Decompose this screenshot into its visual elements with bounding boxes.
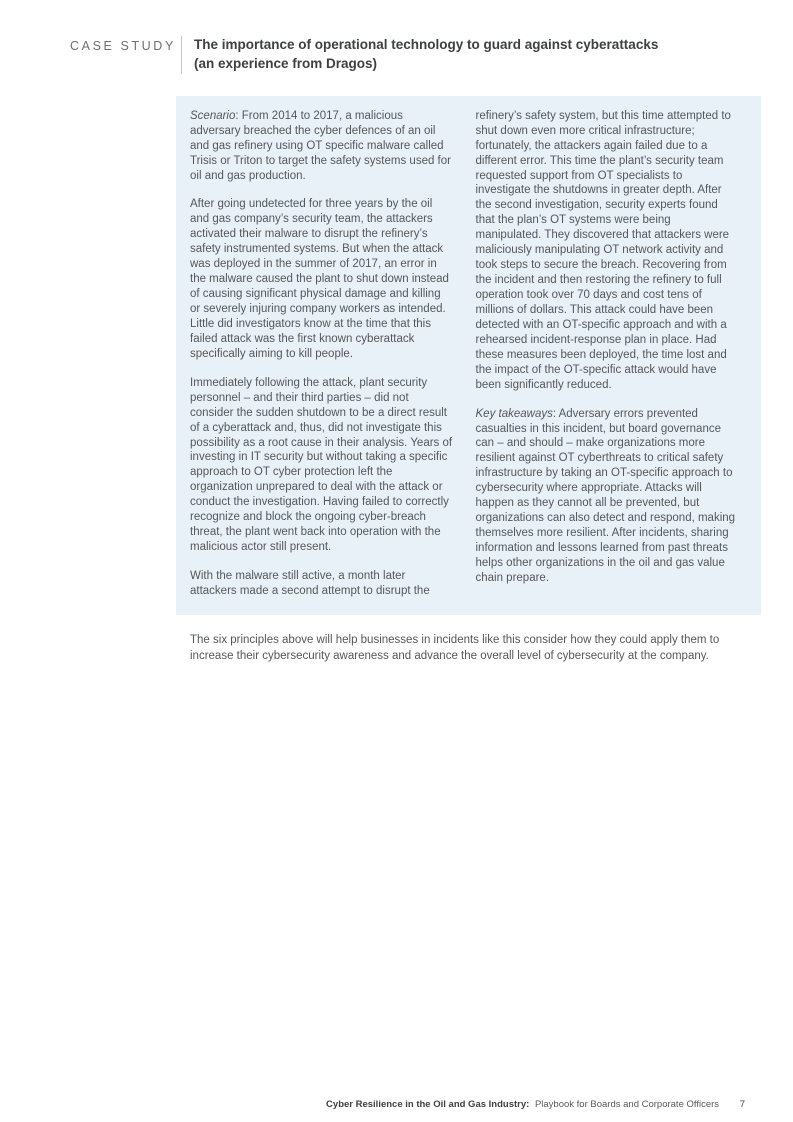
key-takeaways-lead: Key takeaways — [475, 407, 553, 420]
case-study-left-column — [190, 109, 454, 599]
case-study-label: CASE STUDY — [70, 39, 176, 53]
case-study-header — [70, 36, 745, 74]
body-paragraph: Immediately following the attack, plant security personnel – and their third parties – did not consider the sudden shutdown to be a direct result of a cyberattack and, thus, did not investigate this possibility as a root cause in their analysis. Years of investing in IT security but without taking a specific approach to OT cyber protection left the organization unprepared to deal with the attack or conduct the investigation. Having failed to correctly recognize and block the ongoing cyber-breach threat, the plant went back into operation with the malicious actor still present. — [190, 376, 453, 554]
case-study-title-line2: (an experience from Dragos) — [194, 55, 378, 71]
key-takeaways-text: : Adversary errors prevented casualties in this incident, but board governance can – and should – make organizations more resilient against OT cyberthreats to critical safety infrastructure by taking an OT-specific approach to cybersecurity where appropriate. Attacks will happen as they cannot all be prevented, but organizations can also detect and respond, making themselves more resilient. After incidents, sharing information and lessons learned from past threats helps other organizations in the oil and gas value chain prepare. — [475, 407, 736, 584]
closing-paragraph: The six principles above will help businesses in incidents like this consider how they could apply them to increase their cybersecurity awareness and advance the overall level of cybersecurity at the company. — [190, 633, 720, 662]
key-takeaways-paragraph — [476, 407, 740, 586]
scenario-lead: Scenario — [190, 109, 236, 122]
page-number: 7 — [739, 1099, 745, 1110]
scenario-text: : From 2014 to 2017, a malicious adversary breached the cyber defences of an oil and gas refinery using OT specific malware called Trisis or Triton to target the safety systems used for oil and gas production. — [190, 109, 451, 182]
case-study-title — [181, 36, 658, 74]
page-footer — [326, 1099, 745, 1110]
case-study-title-line1: The importance of operational technology to guard against cyberattacks — [194, 37, 659, 52]
footer-report-title: Cyber Resilience in the Oil and Gas Industry: — [326, 1099, 530, 1110]
scenario-paragraph — [190, 109, 454, 184]
case-study-box — [176, 96, 761, 615]
footer-report-subtitle: Playbook for Boards and Corporate Officers — [534, 1099, 720, 1110]
body-paragraph: With the malware still active, a month later attackers made a second attempt to disrupt the — [190, 570, 430, 597]
case-study-right-column — [476, 109, 740, 599]
body-paragraph: refinery’s safety system, but this time attempted to shut down even more critical infrastructure; fortunately, the attackers again failed due to a different error. This time the plant’s security team requested support from OT specialists to investigate the shutdowns in greater depth. After the second investigation, security experts found that the plan’s OT systems were being manipulated. They discovered that attackers were maliciously manipulating OT network activity and took steps to secure the breach. Recovering from the incident and then restoring the refinery to full operation took over 70 days and cost tens of millions of dollars. This attack could have been detected with an OT-specific approach and with a rehearsed incident-response plan in place. Had these measures been deployed, the time lost and the impact of the OT-specific attack would have been significantly reduced. — [475, 109, 731, 391]
body-paragraph: After going undetected for three years by the oil and gas company’s security team, the attackers activated their malware to disrupt the refinery’s safety instrumented systems. But when the attack was deployed in the summer of 2017, an error in the malware caused the plant to shut down instead of causing significant physical damage and killing or severely injuring company workers as intended. Little did investigators know at the time that this failed attack was the first known cyberattack specifically aiming to kill people. — [190, 198, 449, 360]
